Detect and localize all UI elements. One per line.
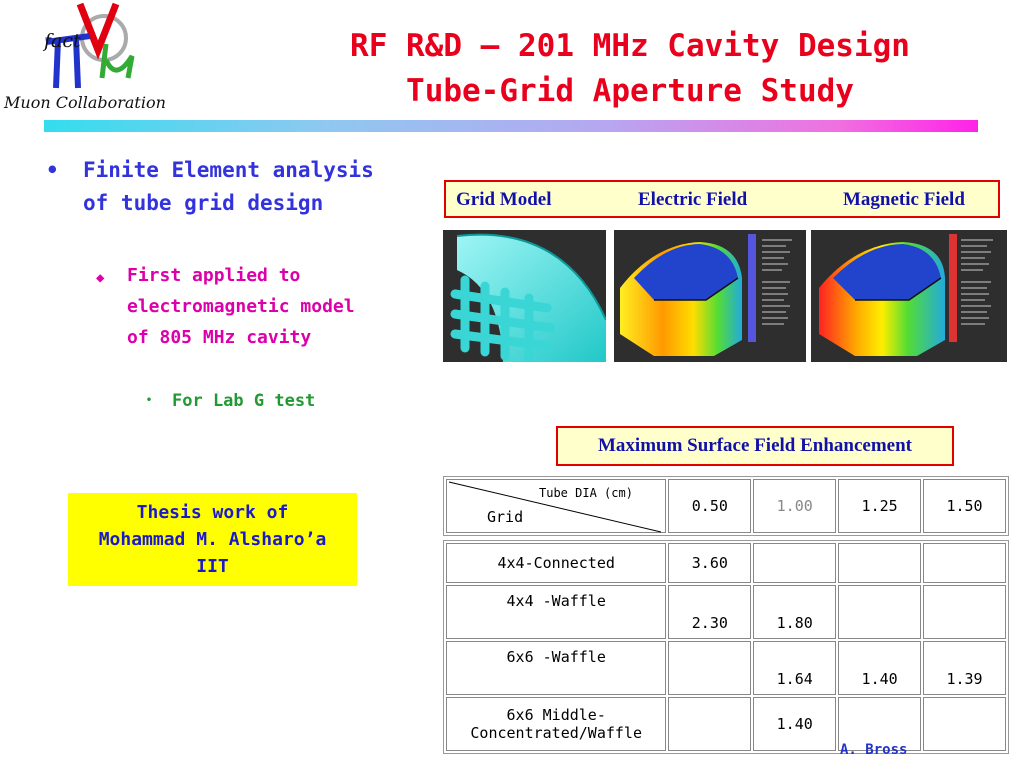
title-line-2: Tube-Grid Aperture Study [406,73,854,109]
grid-model-label: Grid Model [456,189,552,210]
table-row [446,641,1006,695]
value-cell [923,585,1006,639]
grid-name-cell: 6x6 -Waffle [446,641,666,695]
value-cell [838,543,921,583]
field-images-header [444,180,1000,218]
value-cell: 1.40 [838,641,921,695]
results-table-body [443,540,1009,754]
value-cell: 1.64 [753,641,836,695]
value-cell: 3.60 [668,543,751,583]
grid-name-cell [446,697,666,751]
value-cell: 1.80 [753,585,836,639]
logo-fact-text: fact [44,30,81,52]
dia-100: 1.00 [753,479,836,533]
value-cell [923,543,1006,583]
value-cell: 1.40 [753,697,836,751]
thesis-institution: IIT [196,556,229,577]
results-table-header [443,476,1009,536]
thesis-author: Mohammad M. Alsharo’a [98,529,327,550]
grid-name-line-2: Concentrated/Waffle [470,723,642,742]
table-row [446,697,1006,751]
magnetic-field-label: Magnetic Field [843,189,965,210]
dia-050: 0.50 [668,479,751,533]
dia-150: 1.50 [923,479,1006,533]
footer-author: A. Bross [840,742,908,758]
bullet-level-3-text: For Lab G test [172,391,316,411]
tube-dia-label: Tube DIA (cm) [539,486,633,500]
title-gradient-rule [44,120,978,132]
grid-name-line-1: 6x6 Middle- [506,705,606,724]
value-cell [753,543,836,583]
value-cell [668,697,751,751]
diamond-bullet-icon: ◆ [96,270,105,286]
small-bullet-icon: • [146,395,153,406]
round-bullet-icon: • [46,158,59,182]
value-cell: 2.30 [668,585,751,639]
logo-collaboration-text: Muon Collaboration [4,93,166,112]
electric-field-label: Electric Field [638,189,748,210]
mucollab-logo [0,0,200,118]
grid-name-cell: 4x4-Connected [446,543,666,583]
value-cell [668,641,751,695]
value-cell [838,585,921,639]
grid-name-cell: 4x4 -Waffle [446,585,666,639]
value-cell: 1.39 [923,641,1006,695]
table-row [446,543,1006,583]
magnetic-field-image [811,230,1007,362]
thesis-line-1: Thesis work of [136,502,289,523]
bullet-level-1-text: Finite Element analysis of tube grid design [83,158,374,215]
bullet-level-2-text: First applied to electromagnetic model of 805 MHz cavity [127,265,355,348]
max-field-title: Maximum Surface Field Enhancement [556,426,954,466]
title-line-1: RF R&D – 201 MHz Cavity Design [350,28,910,64]
thesis-callout [68,493,357,586]
grid-model-image [443,230,606,362]
grid-label: Grid [487,508,524,526]
slide-title [250,24,1010,114]
table-row [446,585,1006,639]
dia-125: 1.25 [838,479,921,533]
table-corner-cell [446,479,666,533]
electric-field-image [614,230,806,362]
value-cell [923,697,1006,751]
